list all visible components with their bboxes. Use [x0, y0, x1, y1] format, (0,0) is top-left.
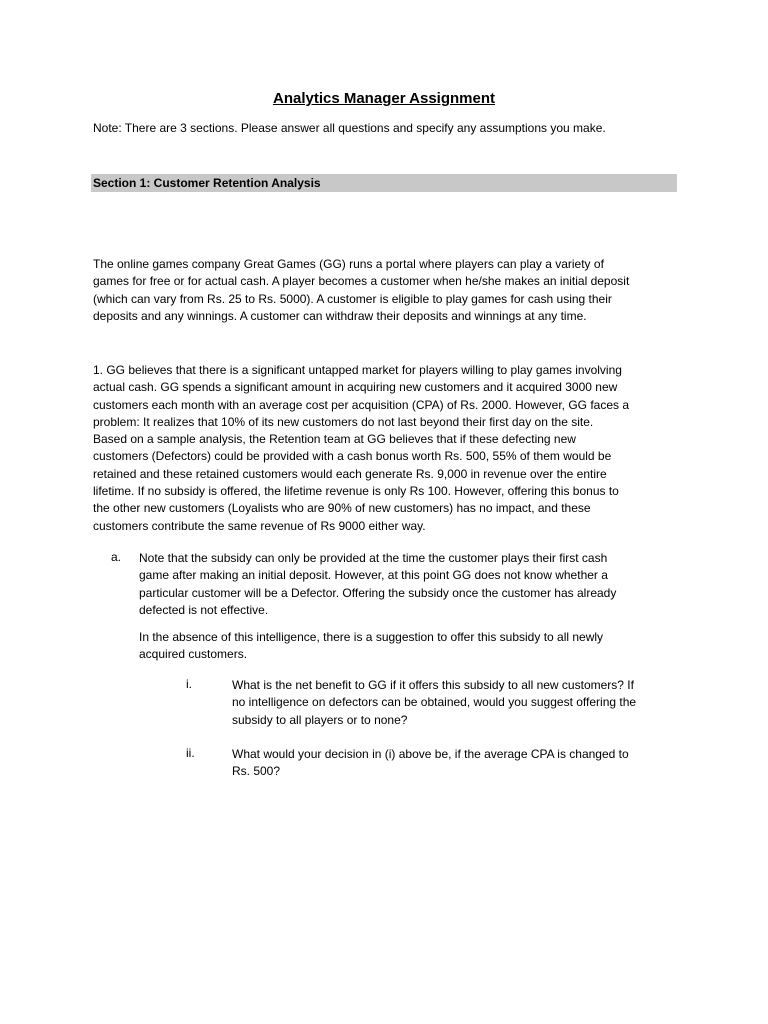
instructions-note: Note: There are 3 sections. Please answer all questions and specify any assumptions you make.: [93, 121, 606, 135]
sub-question-ii-line: What would your decision in (i) above be, if the average CPA is changed to: [232, 747, 629, 761]
sub-question-ii-marker: ii.: [186, 746, 195, 760]
section-heading: Section 1: Customer Retention Analysis: [93, 176, 321, 190]
part-a-paragraph-2: [139, 629, 679, 664]
intro-line: deposits and any winnings. A customer can withdraw their deposits and winnings at any time.: [93, 308, 587, 323]
question-1-line: 1. GG believes that there is a significant untapped market for players willing to play games involving: [93, 363, 622, 377]
question-1-line: the other new customers (Loyalists who are 90% of new customers) has no impact, and these: [93, 501, 591, 516]
part-a-line: game after making an initial deposit. However, at this point GG does not know whether a: [139, 568, 608, 583]
sub-question-i-marker: i.: [186, 677, 192, 691]
question-1-line: customers contribute the same revenue of Rs 9000 either way.: [93, 518, 426, 533]
question-1-line: Based on a sample analysis, the Retention team at GG believes that if these defecting new: [93, 432, 576, 447]
intro-line: The online games company Great Games (GG) runs a portal where players can play a variety of: [93, 257, 604, 271]
part-a-marker: a.: [111, 550, 122, 564]
section-header-bar: [91, 174, 677, 192]
part-a-line: defected is not effective.: [139, 602, 269, 617]
sub-question-ii-line: Rs. 500?: [232, 764, 281, 779]
document-title: Analytics Manager Assignment: [272, 90, 495, 107]
part-a-line: Note that the subsidy can only be provided at the time the customer plays their first cash: [139, 551, 608, 565]
question-1-line: actual cash. GG spends a significant amount in acquiring new customers and it acquired 3000 new: [93, 380, 618, 395]
question-1-paragraph: [93, 362, 678, 535]
intro-paragraph: [93, 256, 678, 325]
question-1-line: lifetime. If no subsidy is offered, the lifetime revenue is only Rs 100. However, offering this bonus to: [93, 484, 619, 499]
question-1-line: problem: It realizes that 10% of its new customers do not last beyond their first day on the site.: [93, 414, 594, 429]
sub-question-ii-text: [232, 746, 678, 781]
sub-question-i-text: [232, 677, 678, 729]
question-1-line: customers (Defectors) could be provided with a cash bonus worth Rs. 500, 55% of them would be: [93, 449, 612, 464]
part-a-line: particular customer will be a Defector. Offering the subsidy once the customer has already: [139, 585, 617, 600]
question-1-line: customers each month with an average cost per acquisition (CPA) of Rs. 2000. However, GG faces a: [93, 397, 630, 412]
intro-line: games for free or for actual cash. A player becomes a customer when he/she makes an initial deposit: [93, 274, 630, 289]
sub-question-i-line: no intelligence on defectors can be obtained, would you suggest offering the: [232, 695, 637, 710]
question-1-line: retained and these retained customers would each generate Rs. 9,000 in revenue over the entire: [93, 466, 607, 481]
part-a-line: acquired customers.: [139, 647, 248, 662]
intro-line: (which can vary from Rs. 25 to Rs. 5000). A customer is eligible to play games for cash using their: [93, 291, 612, 306]
sub-question-i-line: subsidy to all players or to none?: [232, 712, 408, 727]
part-a-line: In the absence of this intelligence, there is a suggestion to offer this subsidy to all newly: [139, 630, 604, 644]
part-a-paragraph-1: [139, 550, 679, 619]
sub-question-i-line: What is the net benefit to GG if it offers this subsidy to all new customers? If: [232, 678, 634, 692]
